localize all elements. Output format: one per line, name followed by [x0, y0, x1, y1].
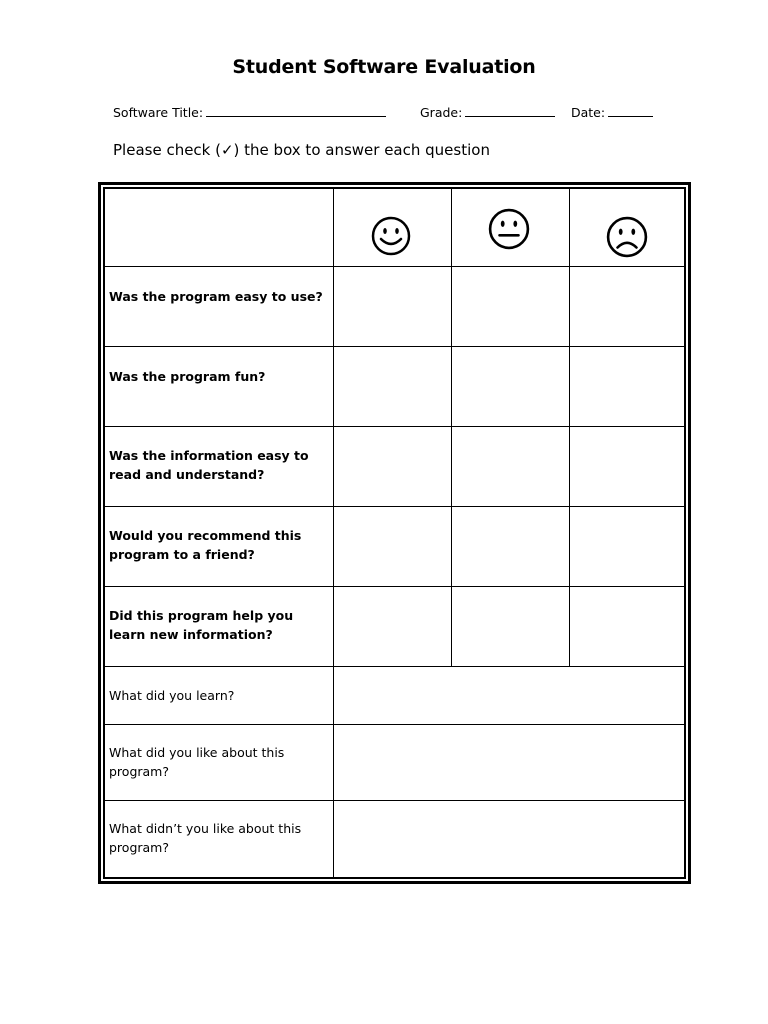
checkbox-cell[interactable] — [334, 267, 451, 346]
checkbox-cell[interactable] — [570, 587, 684, 666]
software-title-field — [113, 104, 386, 120]
checkbox-cell[interactable] — [452, 347, 569, 426]
grade-blank[interactable] — [465, 104, 555, 117]
checkbox-cell[interactable] — [334, 507, 451, 586]
grade-label: Grade: — [420, 105, 463, 120]
neutral-face-icon — [488, 208, 530, 250]
answer-area-liked[interactable] — [334, 725, 684, 800]
question-easy-to-use: Was the program easy to use? — [109, 289, 323, 304]
question-learn-new: Did this program help you learn new information? — [109, 608, 294, 642]
page-title: Student Software Evaluation — [232, 56, 536, 78]
checkbox-cell[interactable] — [334, 347, 451, 426]
checkbox-cell[interactable] — [570, 427, 684, 506]
smile-face-icon — [371, 216, 411, 256]
software-title-label: Software Title: — [113, 105, 204, 120]
question-recommend: Would you recommend this program to a friend? — [109, 528, 302, 562]
checkbox-cell[interactable] — [452, 427, 569, 506]
date-label: Date: — [571, 105, 606, 120]
checkbox-cell[interactable] — [452, 507, 569, 586]
question-easy-to-read: Was the information easy to read and understand? — [109, 448, 309, 482]
checkbox-cell[interactable] — [452, 267, 569, 346]
date-field — [571, 104, 653, 120]
instructions-text: Please check (✓) the box to answer each question — [113, 141, 490, 159]
software-title-blank[interactable] — [206, 104, 386, 117]
checkbox-cell[interactable] — [334, 427, 451, 506]
question-what-disliked: What didn’t you like about this program? — [109, 821, 302, 855]
grade-field — [420, 104, 555, 120]
question-fun: Was the program fun? — [109, 369, 266, 384]
checkbox-cell[interactable] — [452, 587, 569, 666]
question-what-learned: What did you learn? — [109, 688, 235, 703]
frown-face-icon — [606, 216, 648, 258]
date-blank[interactable] — [608, 104, 653, 117]
checkbox-cell[interactable] — [570, 507, 684, 586]
answer-area-disliked[interactable] — [334, 801, 684, 877]
question-what-liked: What did you like about this program? — [109, 745, 285, 779]
checkbox-cell[interactable] — [570, 267, 684, 346]
answer-area-learned[interactable] — [334, 667, 684, 724]
checkbox-cell[interactable] — [570, 347, 684, 426]
checkbox-cell[interactable] — [334, 587, 451, 666]
